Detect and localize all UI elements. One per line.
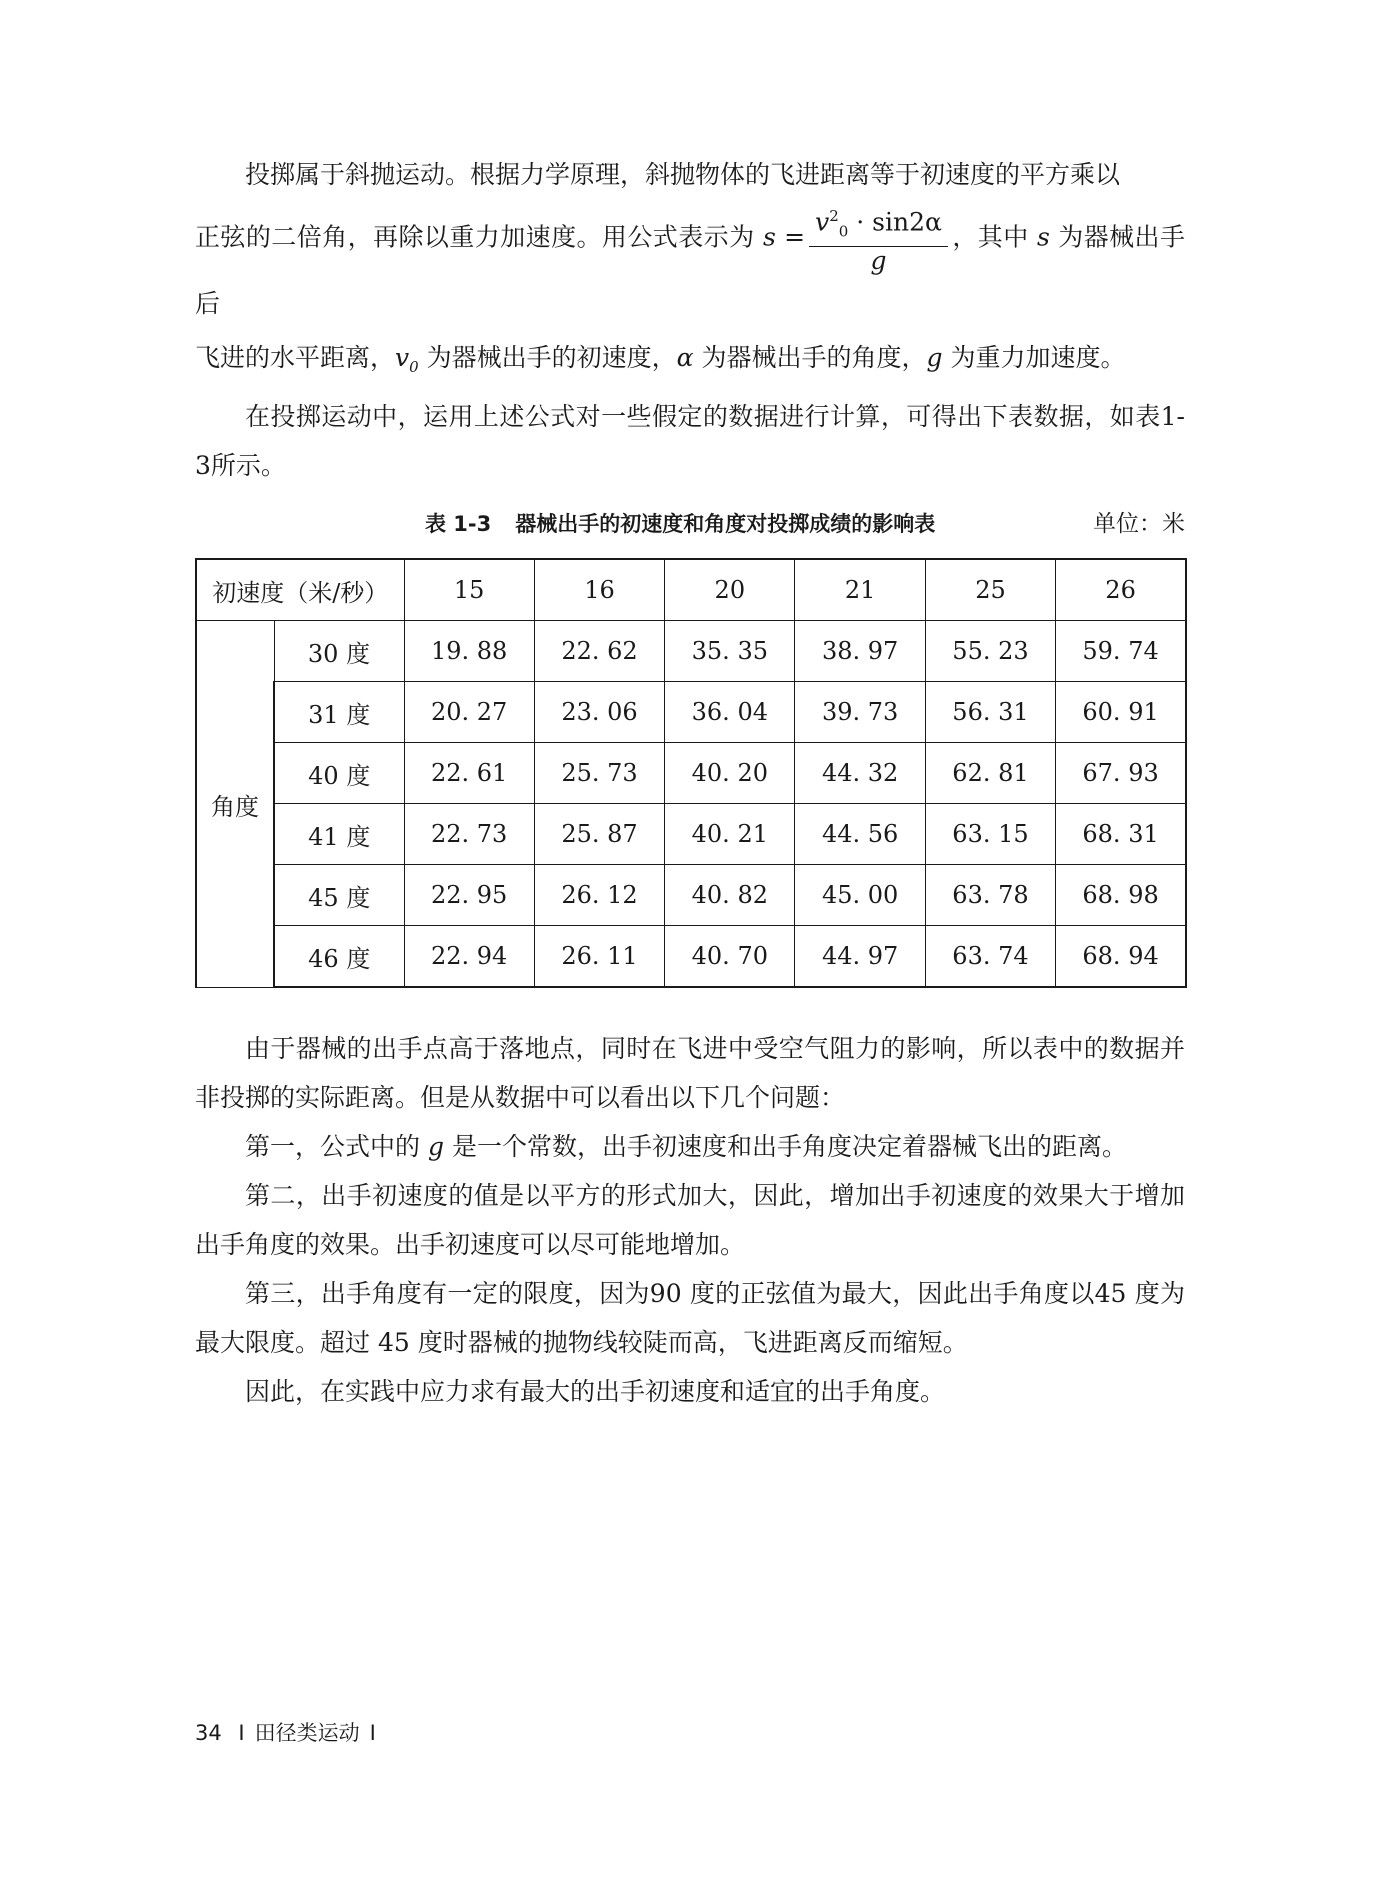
page-number: 34 xyxy=(195,1721,222,1745)
table-cell: 22. 61 xyxy=(404,743,534,804)
table-cell: 56. 31 xyxy=(925,682,1055,743)
var-alpha: α xyxy=(676,343,694,373)
row-angle: 30 度 xyxy=(274,621,404,682)
table-cell: 68. 31 xyxy=(1056,804,1186,865)
header-speed: 21 xyxy=(795,559,925,621)
paragraph-5: 第二，出手初速度的值是以平方的形式加大，因此，增加出手初速度的效果大于增加出手角度的效果。出手初速度可以尽可能地增加。 xyxy=(195,1181,1185,1260)
var-s: s xyxy=(1037,222,1050,252)
footer-section-title: 田径类运动 xyxy=(254,1721,360,1745)
table-cell: 19. 88 xyxy=(404,621,534,682)
formula-intro-text: 正弦的二倍角，再除以重力加速度。用公式表示为 xyxy=(195,222,755,252)
row-angle: 46 度 xyxy=(274,926,404,988)
table-unit: 单位：米 xyxy=(1093,511,1185,538)
formula-lhs: s = xyxy=(762,222,806,252)
table-title: 器械出手的初速度和角度对投掷成绩的影响表 xyxy=(515,512,936,537)
table-cell: 22. 94 xyxy=(404,926,534,988)
table-cell: 40. 82 xyxy=(665,865,795,926)
table-cell: 39. 73 xyxy=(795,682,925,743)
table-cell: 44. 97 xyxy=(795,926,925,988)
table-cell: 60. 91 xyxy=(1056,682,1186,743)
table-cell: 63. 74 xyxy=(925,926,1055,988)
table-header-row xyxy=(196,559,1186,621)
data-table xyxy=(195,558,1187,988)
table-cell: 26. 11 xyxy=(534,926,664,988)
paragraph-7: 因此，在实践中应力求有最大的出手初速度和适宜的出手角度。 xyxy=(245,1377,946,1407)
table-row xyxy=(196,743,1186,804)
header-speed: 26 xyxy=(1056,559,1186,621)
row-angle: 40 度 xyxy=(274,743,404,804)
table-cell: 26. 12 xyxy=(534,865,664,926)
table-cell: 68. 98 xyxy=(1056,865,1186,926)
header-speed-label: 初速度（米/秒） xyxy=(196,559,404,621)
table-cell: 23. 06 xyxy=(534,682,664,743)
table-cell: 67. 93 xyxy=(1056,743,1186,804)
table-cell: 25. 73 xyxy=(534,743,664,804)
table-row xyxy=(196,804,1186,865)
paragraph-1-formula-line: 正弦的二倍角，再除以重力加速度。用公式表示为 s = $\frac{v^2_0 \cdot \sin 2\alpha}{g}$ ，其中 s 为器械出手后 xyxy=(195,203,1185,333)
table-cell: 20. 27 xyxy=(404,682,534,743)
paragraph-1-line-3: 飞进的水平距离，$v_0$ 为器械出手的初速度，α 为器械出手的角度，g 为重力加速度。 xyxy=(195,343,1126,377)
var-g: g xyxy=(926,343,943,373)
table-cell: 35. 35 xyxy=(665,621,795,682)
table-cell: 40. 20 xyxy=(665,743,795,804)
angle-group-label: 角度 xyxy=(196,621,274,988)
table-cell: 45. 00 xyxy=(795,865,925,926)
table-cell: 40. 21 xyxy=(665,804,795,865)
paragraph-1-line-1: 投掷属于斜抛运动。根据力学原理，斜抛物体的飞进距离等于初速度的平方乘以 xyxy=(245,160,1121,189)
header-speed: 16 xyxy=(534,559,664,621)
formula-numerator: $v^2_0 \cdot \sin 2\alpha$ xyxy=(809,203,948,247)
row-angle: 31 度 xyxy=(274,682,404,743)
table-cell: 68. 94 xyxy=(1056,926,1186,988)
table-caption-row xyxy=(195,506,1185,546)
formula-denominator: g xyxy=(870,246,887,276)
table-cell: 22. 73 xyxy=(404,804,534,865)
var-v0: $v_0$ xyxy=(395,343,419,377)
page-content xyxy=(195,150,1185,1416)
table-cell: 22. 95 xyxy=(404,865,534,926)
table-cell: 62. 81 xyxy=(925,743,1055,804)
footer-separator: I xyxy=(238,1721,245,1745)
table-cell: 63. 15 xyxy=(925,804,1055,865)
page-footer xyxy=(195,1718,386,1748)
footer-separator: I xyxy=(369,1721,376,1745)
paragraph-3: 由于器械的出手点高于落地点，同时在飞进中受空气阻力的影响，所以表中的数据并非投掷的实际距离。但是从数据中可以看出以下几个问题： xyxy=(195,1034,1185,1113)
header-speed: 20 xyxy=(665,559,795,621)
table-row xyxy=(196,682,1186,743)
table-number: 表 1-3 xyxy=(425,512,492,537)
table-cell: 63. 78 xyxy=(925,865,1055,926)
table-cell: 36. 04 xyxy=(665,682,795,743)
table-cell: 40. 70 xyxy=(665,926,795,988)
row-angle: 45 度 xyxy=(274,865,404,926)
table-caption xyxy=(425,506,935,542)
table-cell: 44. 32 xyxy=(795,743,925,804)
paragraph-6: 第三，出手角度有一定的限度，因为90 度的正弦值为最大，因此出手角度以45 度为最大限度。超过 45 度时器械的抛物线较陡而高，飞进距离反而缩短。 xyxy=(195,1279,1185,1358)
paragraph-2: 在投掷运动中，运用上述公式对一些假定的数据进行计算，可得出下表数据，如表1-3所示。 xyxy=(195,402,1185,481)
row-angle: 41 度 xyxy=(274,804,404,865)
body-text xyxy=(195,1024,1185,1416)
table-row xyxy=(196,926,1186,988)
header-speed: 15 xyxy=(404,559,534,621)
table-cell: 44. 56 xyxy=(795,804,925,865)
table-row xyxy=(196,865,1186,926)
table-cell: 55. 23 xyxy=(925,621,1055,682)
table-cell: 38. 97 xyxy=(795,621,925,682)
table-cell: 22. 62 xyxy=(534,621,664,682)
formula-fraction xyxy=(809,203,948,275)
var-g-body: g xyxy=(427,1132,444,1162)
paragraph-4: 第一，公式中的 g 是一个常数，出手初速度和出手角度决定着器械飞出的距离。 xyxy=(245,1132,1127,1162)
header-speed: 25 xyxy=(925,559,1055,621)
table-cell: 25. 87 xyxy=(534,804,664,865)
table-row xyxy=(196,621,1186,682)
table-cell: 59. 74 xyxy=(1056,621,1186,682)
